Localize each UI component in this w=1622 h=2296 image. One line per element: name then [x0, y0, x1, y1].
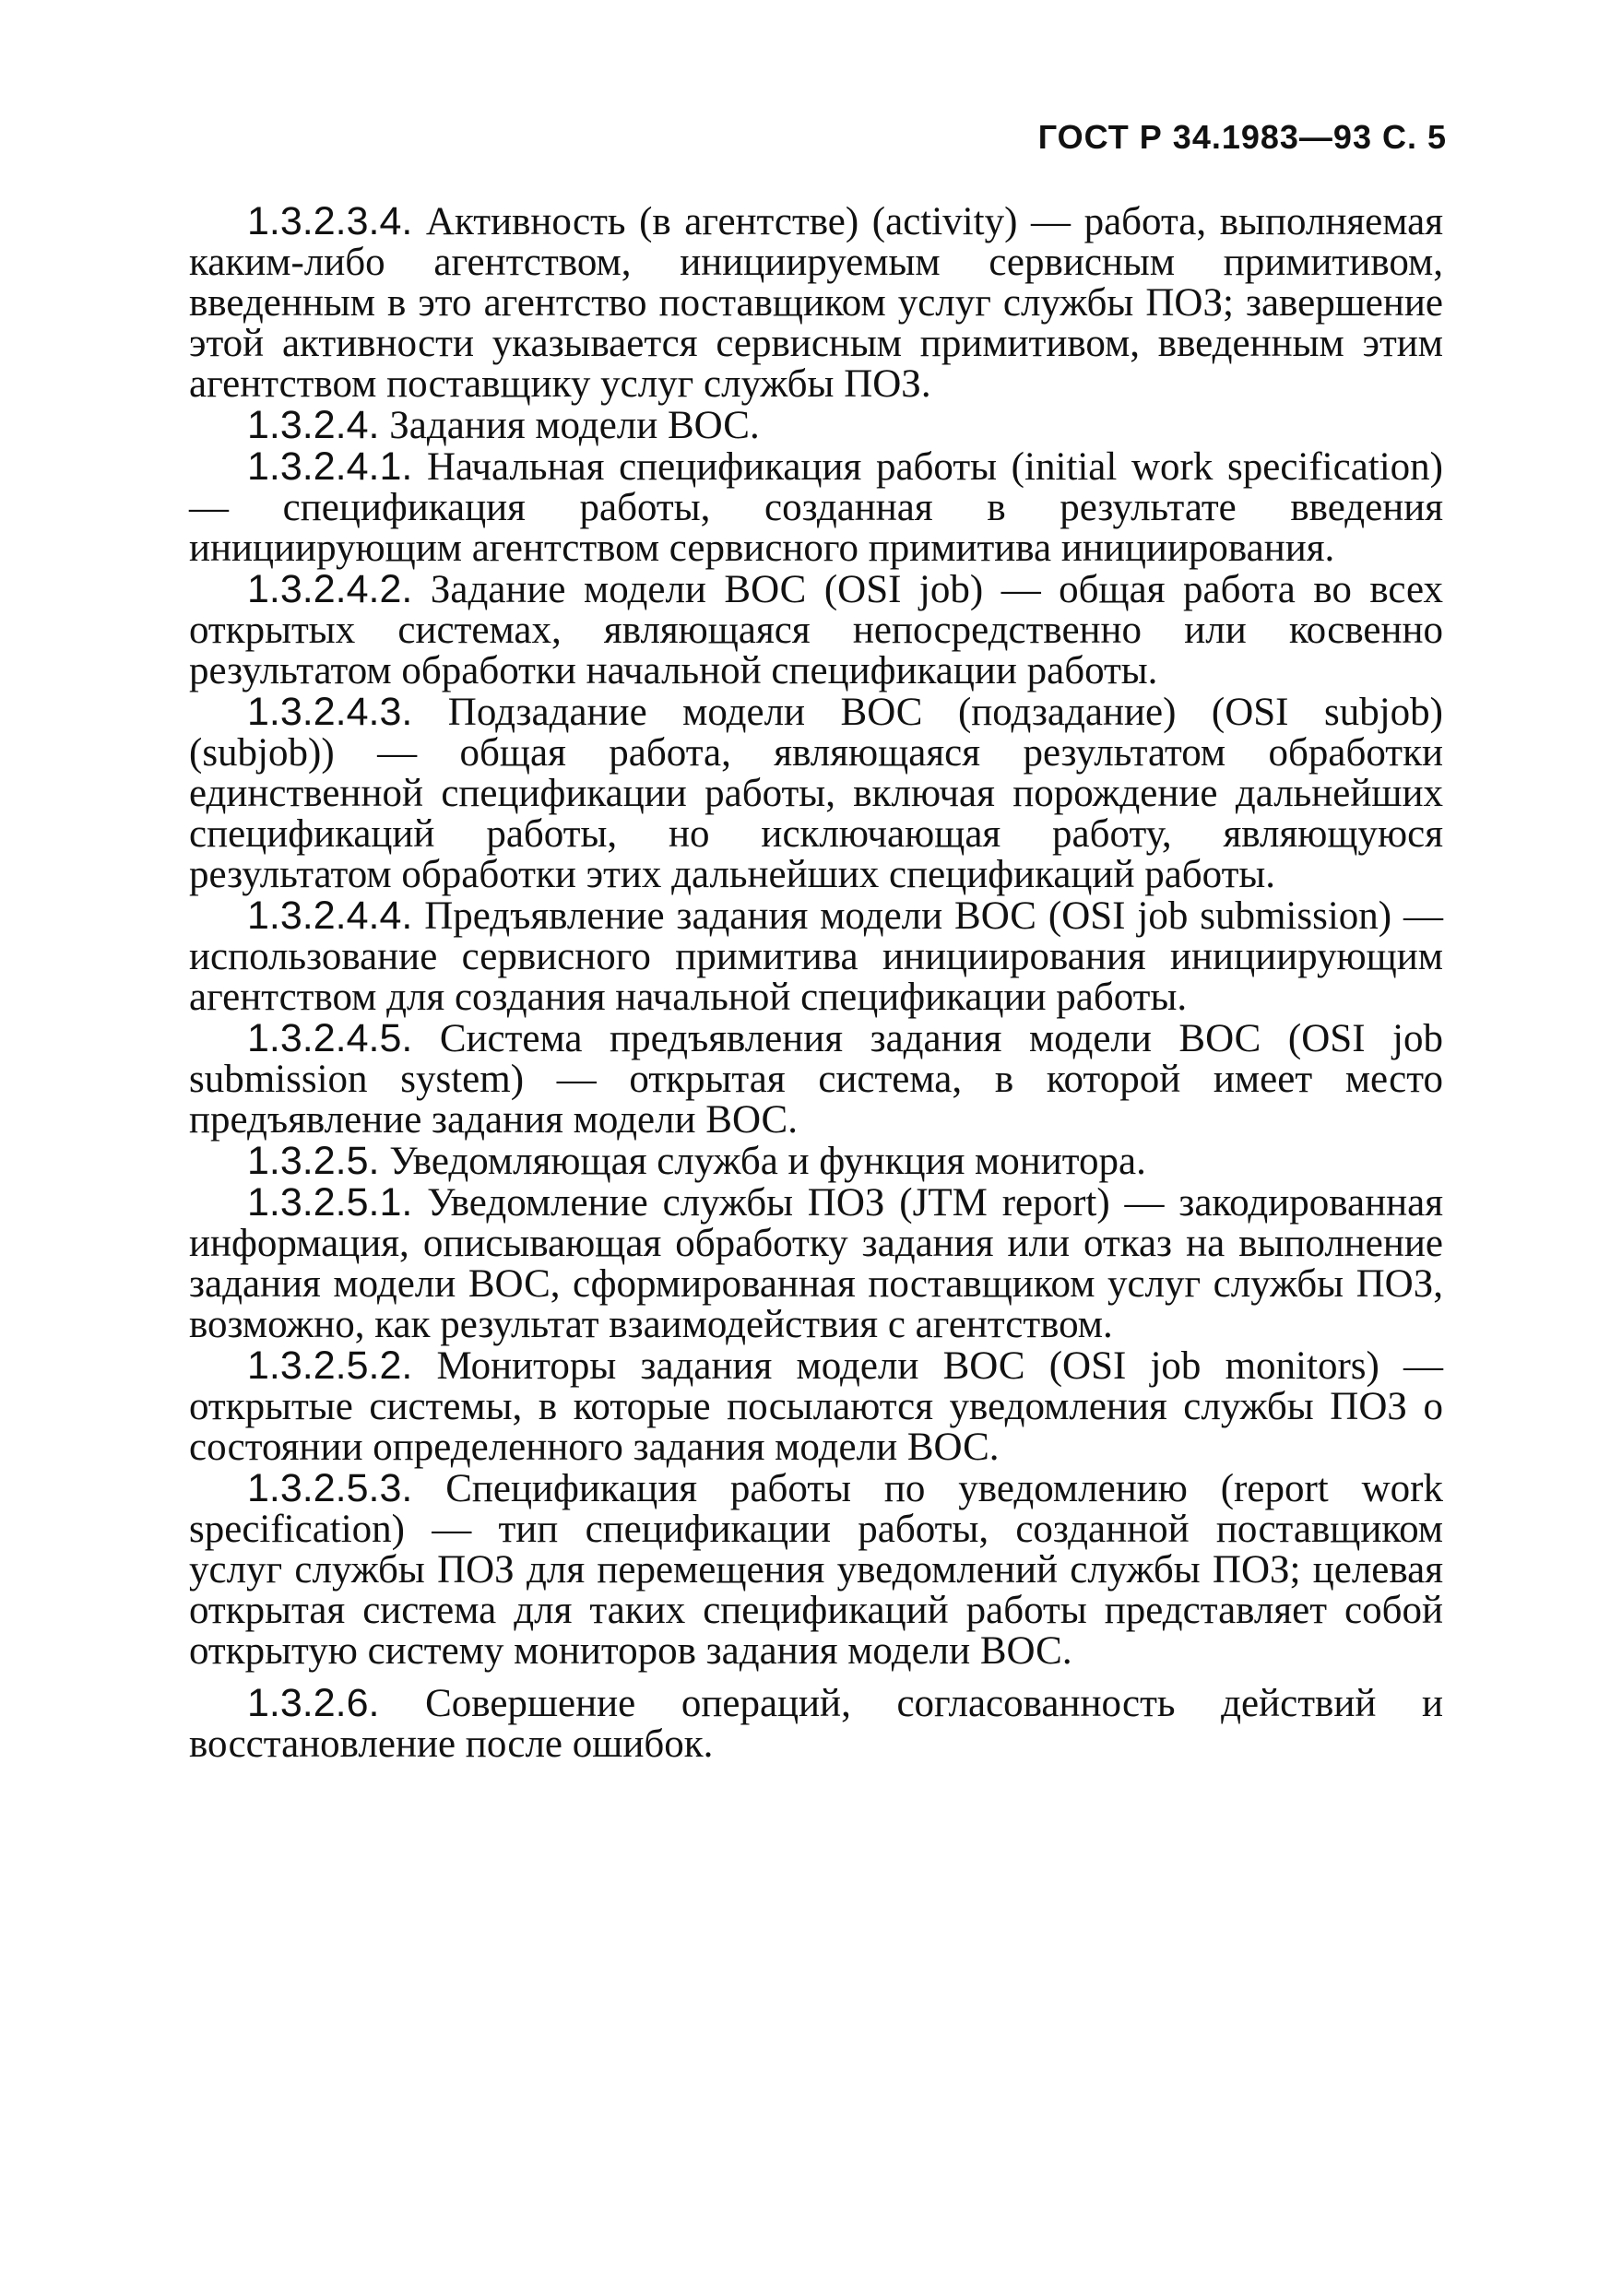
paragraph-1-3-2-5-1	[189, 1182, 1443, 1345]
clause-text: Уведомление службы ПОЗ (JTM report) — закодированная информация, описывающая обработку задания или отказ на выполнение задания модели ВОС, сформированная поставщиком услуг службы ПОЗ, возможно, как результат взаимодействия с агентством.	[189, 1181, 1443, 1346]
clause-number: 1.3.2.4.5.	[247, 1016, 413, 1060]
document-body	[189, 201, 1443, 1765]
paragraph-1-3-2-6	[189, 1683, 1443, 1765]
paragraph-1-3-2-4	[189, 405, 1443, 446]
clause-number: 1.3.2.4.1.	[247, 444, 413, 489]
page-header: ГОСТ Р 34.1983—93 С. 5	[1037, 118, 1447, 156]
clause-number: 1.3.2.5.2.	[247, 1343, 413, 1388]
clause-number: 1.3.2.6.	[247, 1681, 380, 1725]
clause-text: Активность (в агентстве) (activity) — работа, выполняемая каким-либо агентством, инициируемым сервисным примитивом, введенным в это агентство поставщиком услуг службы ПОЗ; завершение этой активности указывается сервисным примитивом, введенным этим агентством поставщику услуг службы ПОЗ.	[189, 200, 1444, 406]
clause-text: Задание модели ВОС (OSI job) — общая работа во всех открытых системах, являющаяся непосредственно или косвенно результатом обработки начальной спецификации работы.	[189, 568, 1443, 692]
clause-text: Мониторы задания модели ВОС (OSI job monitors) — открытые системы, в которые посылаются уведомления службы ПОЗ о состоянии определенного задания модели ВОС.	[189, 1344, 1444, 1469]
clause-number: 1.3.2.4.	[247, 403, 380, 447]
clause-text: Уведомляющая служба и функция монитора.	[389, 1140, 1146, 1183]
clause-text: Спецификация работы по уведомлению (report work specification) — тип спецификации работы, созданной поставщиком услуг службы ПОЗ для перемещения уведомлений службы ПОЗ; целевая открытая система для таких спецификаций работы представляет собой открытую систему мониторов задания модели ВОС.	[189, 1467, 1443, 1673]
clause-number: 1.3.2.4.3.	[247, 690, 413, 734]
paragraph-1-3-2-5-3	[189, 1468, 1443, 1672]
clause-number: 1.3.2.5.1.	[247, 1180, 413, 1225]
clause-text: Начальная спецификация работы (initial work specification) — спецификация работы, созданная в результате введения инициирующим агентством сервисного примитива инициирования.	[189, 445, 1443, 570]
clause-text: Задания модели ВОС.	[389, 404, 760, 447]
clause-text: Подзадание модели ВОС (подзадание) (OSI subjob) (subjob)) — общая работа, являющаяся результатом обработки единственной спецификации работы, включая порождение дальнейших спецификаций работы, но исключающая работу, являющуюся результатом обработки этих дальнейших спецификаций работы.	[189, 691, 1443, 896]
paragraph-1-3-2-3-4	[189, 201, 1443, 405]
paragraph-1-3-2-5	[189, 1141, 1443, 1182]
paragraph-1-3-2-4-4	[189, 895, 1443, 1018]
clause-number: 1.3.2.5.3.	[247, 1466, 413, 1510]
paragraph-1-3-2-4-1	[189, 446, 1443, 569]
paragraph-1-3-2-5-2	[189, 1345, 1443, 1468]
paragraph-1-3-2-4-5	[189, 1018, 1443, 1141]
clause-text: Совершение операций, согласованность действий и восстановление после ошибок.	[189, 1682, 1443, 1766]
clause-number: 1.3.2.3.4.	[247, 199, 413, 243]
paragraph-1-3-2-4-3	[189, 692, 1443, 895]
clause-number: 1.3.2.4.2.	[247, 567, 413, 611]
paragraph-1-3-2-4-2	[189, 569, 1443, 692]
clause-text: Предъявление задания модели ВОС (OSI job submission) — использование сервисного примитива инициирования инициирующим агентством для создания начальной спецификации работы.	[189, 894, 1443, 1019]
clause-text: Система предъявления задания модели ВОС (OSI job submission system) — открытая система, в которой имеет место предъявление задания модели ВОС.	[189, 1017, 1443, 1142]
clause-number: 1.3.2.5.	[247, 1139, 380, 1183]
clause-number: 1.3.2.4.4.	[247, 894, 413, 938]
